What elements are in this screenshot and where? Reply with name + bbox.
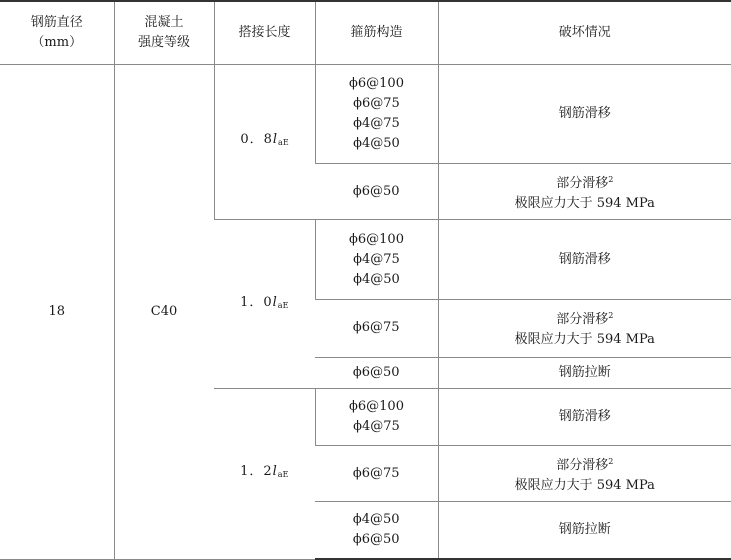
stirrup-cell — [315, 502, 438, 559]
header-concrete-line2: 强度等级 — [137, 34, 190, 50]
failure-cell — [438, 164, 731, 220]
failure-text: 钢筋滑移 — [558, 409, 611, 425]
failure-cell — [438, 357, 731, 389]
stirrup-cell — [315, 64, 438, 164]
failure-note-mark: 2 — [608, 311, 614, 321]
failure-text: 钢筋拉断 — [558, 522, 611, 538]
stirrup-item: ϕ6@100 — [349, 231, 404, 247]
failure-text: 钢筋拉断 — [558, 365, 611, 381]
lap-length-cell — [214, 64, 315, 220]
lap-length-cell — [214, 220, 315, 389]
failure-cell — [438, 446, 731, 502]
stirrup-item: ϕ4@75 — [353, 251, 400, 267]
stirrup-cell — [315, 220, 438, 299]
stirrup-item: ϕ4@75 — [353, 115, 400, 131]
header-diameter — [0, 1, 114, 64]
diameter-cell: 18 — [0, 64, 114, 559]
stirrup-item: ϕ4@75 — [353, 419, 400, 435]
lap-length-value: 1．0 — [240, 294, 273, 310]
header-failure: 破坏情况 — [438, 1, 731, 64]
failure-cell — [438, 64, 731, 164]
stirrup-item: ϕ6@50 — [352, 532, 400, 548]
table-header — [0, 1, 731, 64]
stirrup-item: ϕ6@75 — [353, 95, 400, 111]
failure-cell — [438, 502, 731, 559]
stirrup-item: ϕ6@75 — [352, 465, 400, 481]
header-concrete — [114, 1, 214, 64]
failure-text: 部分滑移 — [556, 175, 609, 191]
header-concrete-line1: 混凝土 — [144, 14, 184, 30]
failure-note-mark: 2 — [608, 174, 614, 184]
lap-length-value: 1．2 — [240, 464, 273, 480]
failure-text: 钢筋滑移 — [558, 105, 611, 121]
stirrup-cell — [315, 299, 438, 357]
lap-length-subscript: aE — [278, 138, 289, 148]
stirrup-cell — [315, 389, 438, 446]
failure-text: 部分滑移 — [556, 457, 609, 473]
failure-note-mark: 2 — [608, 456, 614, 466]
stirrup-item: ϕ6@100 — [349, 75, 404, 91]
lap-length-cell — [214, 389, 315, 559]
stirrup-cell — [315, 357, 438, 389]
lap-length-symbol: l — [272, 132, 279, 148]
table-row — [0, 64, 731, 164]
failure-cell — [438, 220, 731, 299]
failure-cell — [438, 299, 731, 357]
lap-length-value: 0．8 — [240, 132, 273, 148]
failure-text: 钢筋滑移 — [558, 251, 611, 267]
failure-cell — [438, 389, 731, 446]
stirrup-item: ϕ6@100 — [349, 399, 404, 415]
header-lap-length: 搭接长度 — [214, 1, 315, 64]
lap-length-subscript: aE — [277, 470, 289, 480]
concrete-cell: C40 — [114, 64, 214, 559]
failure-detail: 极限应力大于 594 MPa — [514, 332, 655, 348]
stirrup-item: ϕ6@50 — [352, 183, 400, 199]
stirrup-cell — [315, 446, 438, 502]
stirrup-item: ϕ6@75 — [352, 320, 400, 336]
header-diameter-line2: （mm） — [31, 34, 83, 50]
lap-length-subscript: aE — [277, 300, 289, 310]
stirrup-item: ϕ4@50 — [353, 135, 400, 151]
stirrup-item: ϕ4@50 — [353, 271, 400, 287]
failure-detail: 极限应力大于 594 MPa — [514, 195, 655, 211]
lap-length-symbol: l — [272, 294, 278, 310]
failure-text: 部分滑移 — [556, 312, 609, 328]
table-body — [0, 64, 731, 559]
lap-length-symbol: l — [272, 464, 278, 480]
header-diameter-line1: 钢筋直径 — [30, 14, 83, 30]
failure-detail: 极限应力大于 594 MPa — [514, 477, 655, 493]
header-stirrup: 箍筋构造 — [315, 1, 438, 64]
stirrup-cell — [315, 164, 438, 220]
stirrup-item: ϕ6@50 — [352, 365, 400, 381]
stirrup-item: ϕ4@50 — [352, 512, 400, 528]
